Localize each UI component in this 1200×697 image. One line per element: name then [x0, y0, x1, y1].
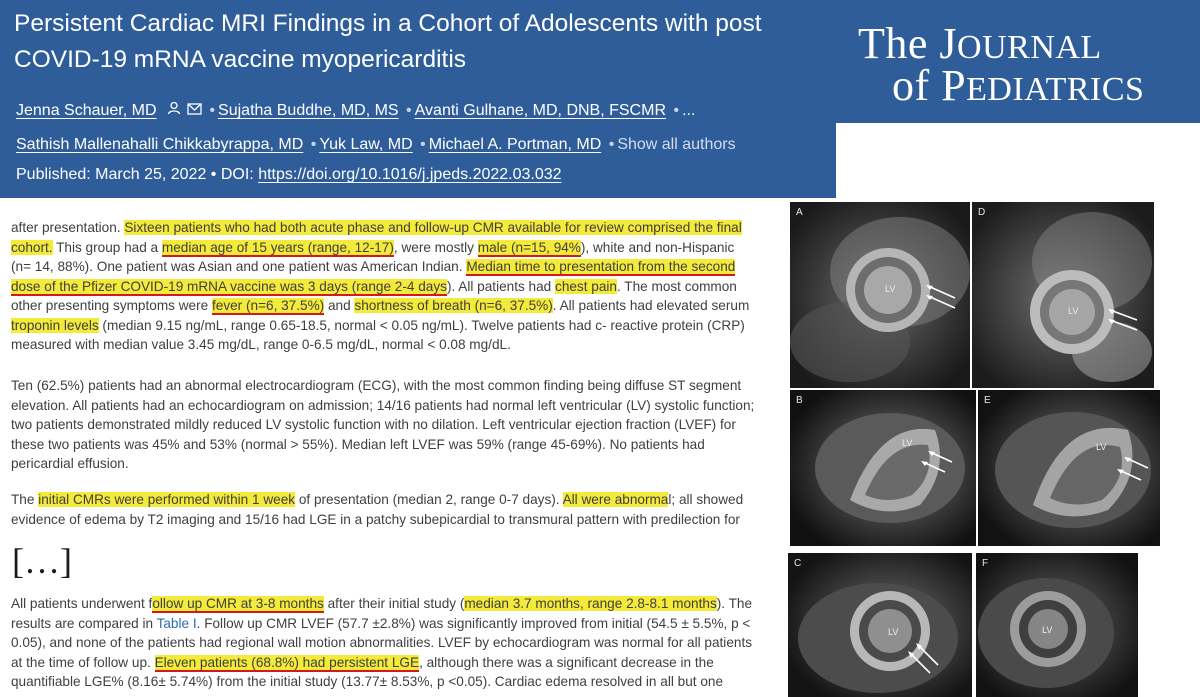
text-span: of presentation (median 2, range 0-7 days). [295, 492, 563, 507]
paragraph-cohort [11, 218, 756, 355]
text-span: , were mostly [393, 239, 478, 255]
author-link[interactable]: Sathish Mallenahalli Chikkabyrappa, MD [16, 136, 304, 154]
lv-label: LV [1068, 306, 1079, 316]
text-span: . The most common other presenting symptoms were [11, 278, 737, 313]
lv-label: LV [885, 284, 896, 294]
author-separator: • [608, 136, 615, 154]
text-span: ). All patients had [446, 278, 556, 294]
panel-label: E [984, 395, 991, 406]
text-span: ), white and non-Hispanic (n= 14, 88%). One patient was Asian and one patient was American Indian. [11, 239, 735, 274]
author-separator: • [310, 136, 317, 154]
mri-image [790, 202, 970, 388]
text-span: The [11, 492, 39, 507]
article-header [0, 0, 836, 198]
highlight-span: All were abnorma [562, 492, 669, 507]
highlight-span: initial CMRs were performed within 1 week [38, 492, 296, 507]
highlight-span: Sixteen patients who had both acute phase and follow-up CMR available for review comprised the final cohort. [11, 220, 742, 255]
text-span: after their initial study ( [323, 596, 465, 611]
lv-label: LV [1042, 625, 1053, 635]
text-span: , although there was a significant decrease in the quantifiable LGE% (8.16± 5.74%) from the initial study (13.77± 8.53%, p <0.05). Cardiac edema resolved in all but one [11, 654, 724, 689]
text-span: This group had a [52, 239, 162, 255]
journal-logo [836, 0, 1200, 123]
logo-ournal: OURNAL [957, 29, 1102, 66]
text-span: l; all showed evidence of edema by T2 imaging and 15/16 had LGE in a patchy subepicardial to transmural pattern with predilection for [11, 492, 744, 527]
panel-label: F [982, 558, 989, 569]
mri-panel-d [972, 202, 1154, 388]
text-span: ). The results are compared in [11, 596, 753, 631]
lv-label: LV [1096, 442, 1107, 452]
highlight-span: shortness of breath (n=6, 37.5%) [354, 298, 553, 313]
paragraph-followup [11, 594, 756, 692]
doi-label: DOI: [220, 166, 254, 183]
highlight-span: chest pain [555, 278, 617, 294]
mri-panel-a [790, 202, 970, 388]
mri-image [788, 553, 972, 697]
text-span: . All patients had elevated serum [552, 298, 750, 313]
author-link[interactable]: Michael A. Portman, MD [428, 136, 602, 154]
logo-the: The [858, 19, 928, 68]
publication-info [16, 166, 562, 184]
mri-panel-c [788, 553, 972, 697]
highlight-span: fever (n=6, 37.5%) [211, 298, 325, 313]
highlight-span: male (n=15, 94% [477, 239, 581, 255]
logo-line-2 [892, 61, 1145, 112]
panel-label: D [978, 207, 986, 218]
text-span: All patients underwent f [11, 596, 153, 611]
mri-panel-f [976, 553, 1138, 697]
email-icon[interactable] [187, 94, 202, 128]
omission-marker: […] [12, 541, 72, 581]
paragraph-initial-cmr [11, 490, 756, 529]
highlight-span: Eleven patients (68.8%) had persistent LGE [154, 654, 420, 670]
authors-more: ... [682, 102, 696, 120]
logo-of: of [892, 61, 930, 110]
logo-p: P [941, 61, 967, 110]
mri-image [790, 390, 976, 546]
title-line-1: Persistent Cardiac MRI Findings in a Cohort of Adolescents with post [14, 10, 762, 37]
text-span: (median 9.15 ng/mL, range 0.65-18.5, normal < 0.05 ng/mL). Twelve patients had c- reactive protein (CRP) measured with median value 3.45 mg/dL, range 0-6.5 mg/dL, normal < 0.08 mg/dL. [11, 317, 745, 352]
highlight-span: median age of 15 years (range, 12-17) [161, 239, 394, 255]
author-separator: • [209, 102, 216, 120]
title-line-2: COVID-19 mRNA vaccine myopericarditis [14, 46, 467, 73]
highlight-span: ollow up CMR at 3-8 months [152, 596, 324, 611]
panel-label: C [794, 558, 802, 569]
mri-image [972, 202, 1154, 388]
text-span: . Follow up CMR LVEF (57.7 ±2.8%) was significantly improved from initial (54.5 ± 5.5%, p < 0.05), and none of the patients had regional wall motion abnormalities. LVEF by echocardiogram was normal for all patients at the time of follow up. [11, 615, 753, 670]
author-separator: • [420, 136, 426, 154]
lv-label: LV [902, 438, 913, 448]
highlight-span: Median time to presentation from the second dose of the Pfizer COVID-19 mRNA vaccine was 3 days (range 2-4 days [11, 259, 736, 294]
author-separator: • [673, 102, 680, 120]
article-title [14, 6, 834, 78]
table-link[interactable]: Table I [156, 615, 197, 631]
author-link[interactable]: Jenna Schauer, MD [16, 102, 157, 120]
text-span: and [324, 298, 355, 313]
doi-link[interactable]: https://doi.org/10.1016/j.jpeds.2022.03.032 [258, 166, 562, 183]
mri-panel-e [978, 390, 1160, 546]
author-link[interactable]: Yuk Law, MD [319, 136, 413, 154]
highlight-span: median 3.7 months, range 2.8-8.1 months [464, 596, 717, 611]
mri-panel-b [790, 390, 976, 546]
author-link[interactable]: Sujatha Buddhe, MD, MS [218, 102, 399, 120]
panel-label: B [796, 395, 803, 406]
highlight-span: troponin levels [11, 317, 99, 333]
lv-label: LV [888, 627, 899, 637]
author-list [16, 94, 831, 162]
person-icon[interactable] [167, 94, 181, 128]
logo-ediatrics: EDIATRICS [966, 71, 1145, 108]
show-all-authors-link[interactable]: Show all authors [617, 136, 736, 154]
pub-separator: • [210, 166, 217, 183]
paragraph-ecg: Ten (62.5%) patients had an abnormal electrocardiogram (ECG), with the most common finding being diffuse ST segment elevation. All patients had an echocardiogram on admission; 14/16 patients had normal left ventricular (LV) systolic function; two patients demonstrated mildly reduced LV systolic function with no dilation. Left ventricular ejection fraction (LVEF) for these two patients was 45% and 53% (normal > 55%). Median left LVEF was 59% (range 45-69%). No patients had pericardial effusion. [11, 378, 755, 471]
author-separator: • [406, 102, 412, 120]
logo-j: J [939, 19, 958, 68]
mri-image [976, 553, 1138, 697]
author-link[interactable]: Avanti Gulhane, MD, DNB, FSCMR [414, 102, 666, 120]
mri-image [978, 390, 1160, 546]
published-date: Published: March 25, 2022 [16, 166, 207, 183]
panel-label: A [796, 207, 803, 218]
text-span: after presentation. [11, 220, 125, 235]
